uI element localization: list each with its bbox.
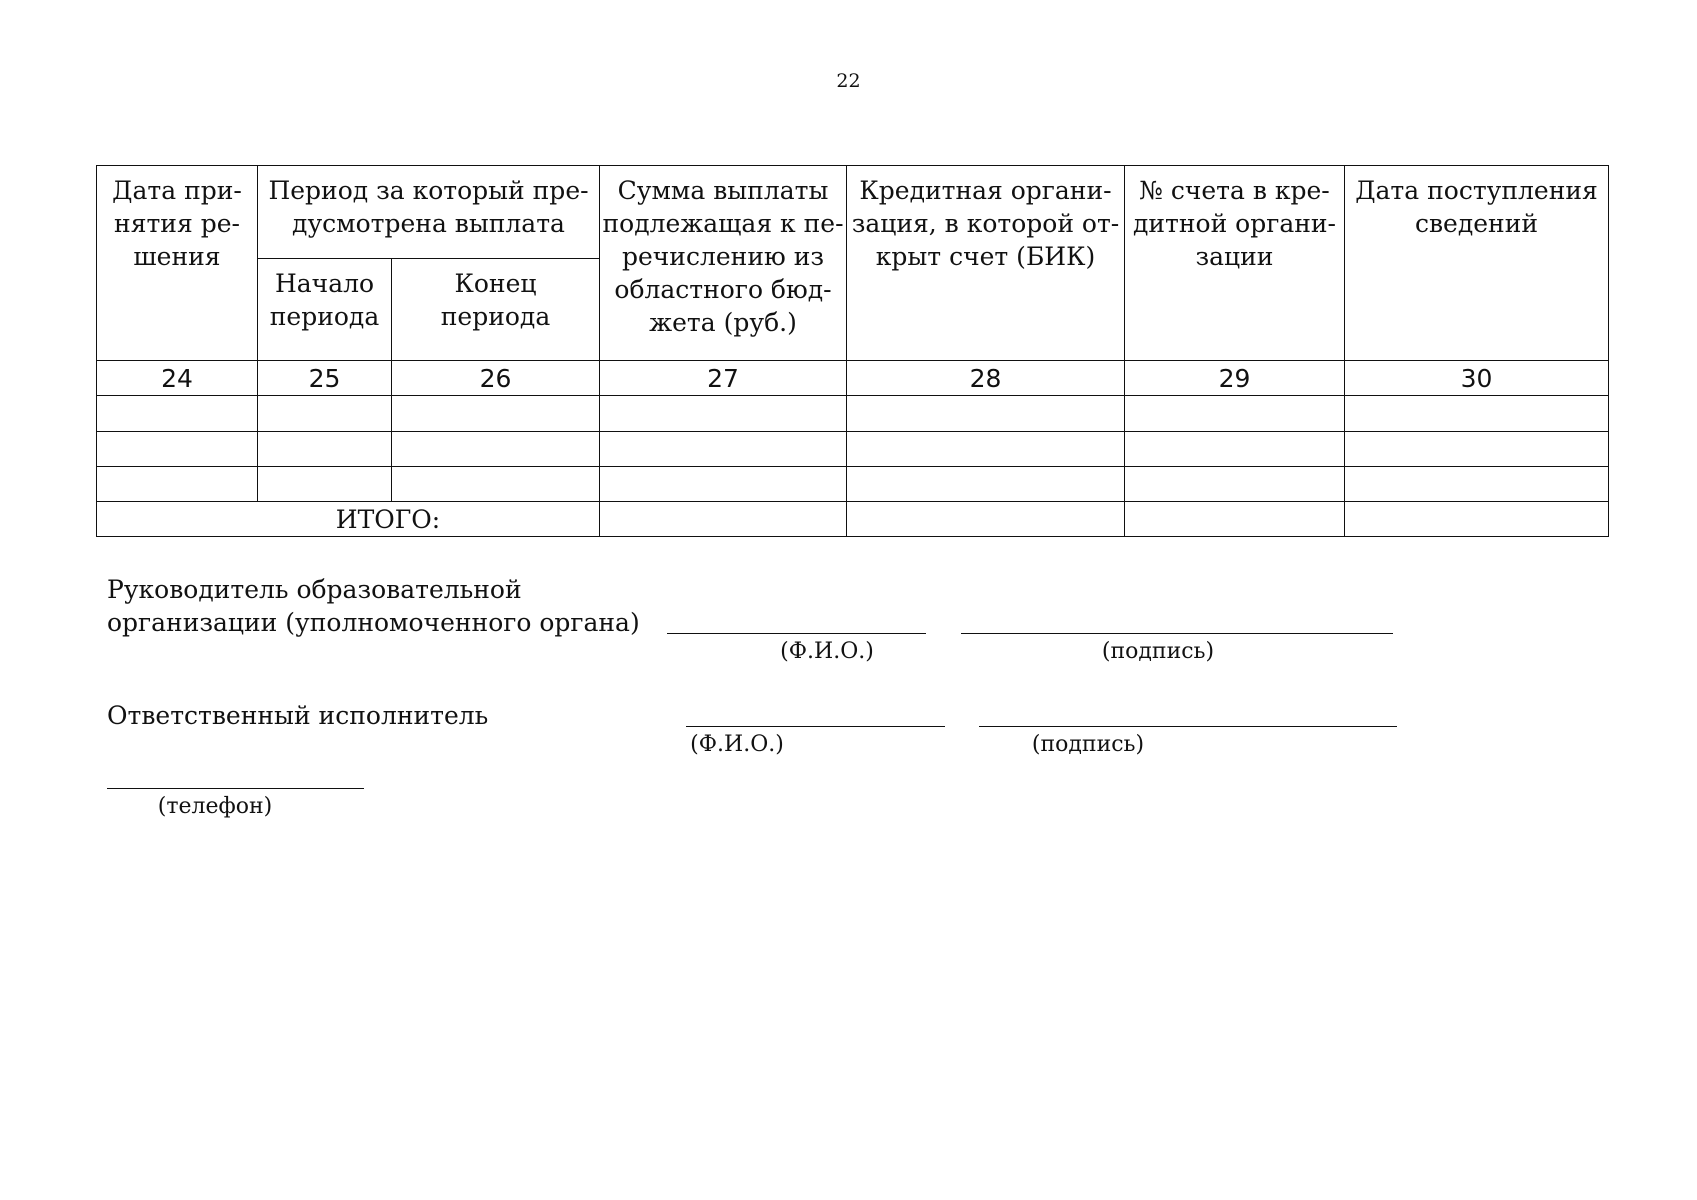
table-row <box>97 467 1609 502</box>
table-cell <box>600 432 847 467</box>
table-cell <box>847 432 1125 467</box>
header-receipt-date: Дата поступления сведений <box>1345 166 1609 361</box>
column-number: 24 <box>97 361 258 396</box>
table-cell <box>1125 467 1345 502</box>
executor-fio-line <box>686 726 945 727</box>
table-cell <box>600 467 847 502</box>
header-period-end: Конец периода <box>392 259 600 361</box>
header-period-start: Начало периода <box>258 259 392 361</box>
page-number: 22 <box>836 70 861 92</box>
executor-signature-line <box>979 726 1397 727</box>
header-decision-date: Дата при- нятия ре- шения <box>97 166 258 361</box>
table-cell <box>847 396 1125 432</box>
table-cell <box>1125 502 1345 537</box>
column-number: 27 <box>600 361 847 396</box>
column-number: 25 <box>258 361 392 396</box>
table-cell <box>600 396 847 432</box>
table-cell <box>1345 396 1609 432</box>
column-number: 28 <box>847 361 1125 396</box>
header-period: Период за который пре- дусмотрена выплата <box>258 166 600 259</box>
column-number: 29 <box>1125 361 1345 396</box>
executor-signature-caption: (подпись) <box>1031 732 1145 757</box>
head-fio-caption: (Ф.И.О.) <box>780 639 874 664</box>
table-cell <box>97 396 258 432</box>
table-cell <box>392 396 600 432</box>
table-cell <box>1345 467 1609 502</box>
table-cell <box>1345 502 1609 537</box>
table-cell <box>1125 432 1345 467</box>
executor-fio-caption: (Ф.И.О.) <box>690 732 784 757</box>
table-cell <box>258 396 392 432</box>
table-cell <box>1345 432 1609 467</box>
phone-caption: (телефон) <box>157 794 273 819</box>
head-signature-caption: (подпись) <box>1101 639 1215 664</box>
header-account-number: № счета в кре- дитной органи- зации <box>1125 166 1345 361</box>
table-cell <box>392 432 600 467</box>
table-cell <box>97 467 258 502</box>
total-row <box>97 502 1609 537</box>
phone-line <box>107 788 364 789</box>
table-cell <box>258 432 392 467</box>
table-cell <box>847 467 1125 502</box>
executor-signature-label: Ответственный исполнитель <box>107 701 489 730</box>
table-cell <box>1125 396 1345 432</box>
table-row <box>97 432 1609 467</box>
column-number: 30 <box>1345 361 1609 396</box>
total-amount-cell <box>600 502 847 537</box>
table-cell <box>392 467 600 502</box>
table-cell <box>258 467 392 502</box>
total-label: ИТОГО: <box>97 502 600 537</box>
head-signature-label: Руководитель образовательной организации (уполномоченного органа) <box>107 575 640 637</box>
header-credit-org: Кредитная органи- зация, в которой от- крыт счет (БИК) <box>847 166 1125 361</box>
head-signature-line <box>961 633 1393 634</box>
column-number: 26 <box>392 361 600 396</box>
head-fio-line <box>667 633 926 634</box>
table-cell <box>847 502 1125 537</box>
table-row <box>97 396 1609 432</box>
payment-table <box>96 165 1609 537</box>
table-cell <box>97 432 258 467</box>
header-amount: Сумма выплаты подлежащая к пе- речислению из областного бюд- жета (руб.) <box>600 166 847 361</box>
column-number-row <box>97 361 1609 396</box>
